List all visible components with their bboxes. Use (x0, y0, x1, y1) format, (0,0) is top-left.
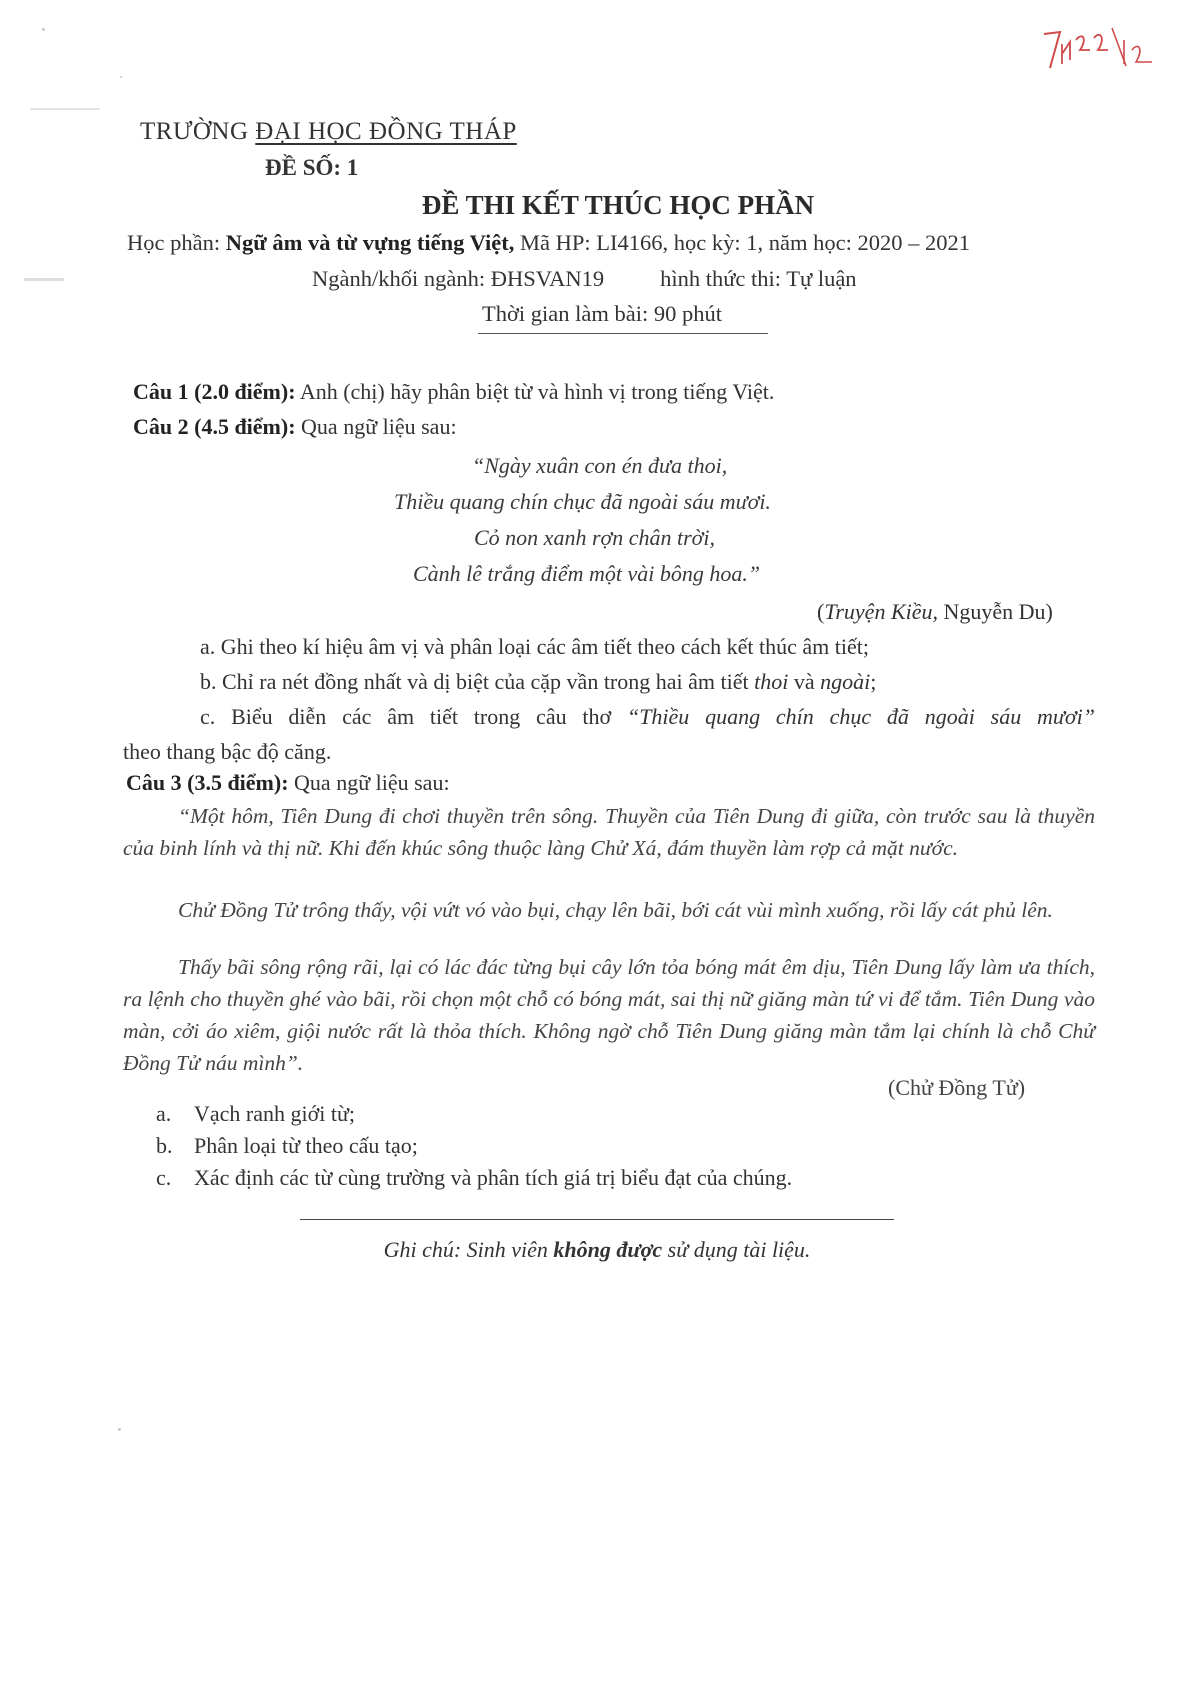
exam-title: ĐỀ THI KẾT THÚC HỌC PHẦN (421, 190, 815, 220)
story-source: (Chử Đồng Tử) (888, 1075, 1026, 1100)
question-2: Câu 2 (4.5 điểm): Qua ngữ liệu sau: (133, 414, 457, 439)
poem-line: Cành lê trắng điểm một vài bông hoa.” (413, 561, 761, 586)
scan-speck (118, 1428, 121, 1431)
question-3-task-a: a. Vạch ranh giới từ; (156, 1101, 356, 1126)
question-1: Câu 1 (2.0 điểm): Anh (chị) hãy phân biệt từ và hình vị trong tiếng Việt. (133, 379, 775, 404)
major-line: Ngành/khối ngành: ĐHSVAN19 hình thức thi: Tự luận (312, 266, 857, 291)
story-paragraph: Thấy bãi sông rộng rãi, lại có lác đác từng bụi cây lớn tỏa bóng mát êm dịu, Tiên Dung lấy làm ưa thích, ra lệnh cho thuyền ghé vào bãi, rồi chọn một chỗ có bóng mát, sai thị nữ giăng màn tứ vi để tắm. Tiên Dung vào màn, cởi áo xiêm, giội nước rất là thỏa thích. Không ngờ chỗ Tiên Dung giăng màn tắm lại chính là chỗ Chử Đồng Tử náu mình”. (123, 955, 1095, 1075)
scan-speck (120, 76, 122, 78)
handwritten-note (1040, 20, 1160, 85)
poem-line: Thiều quang chín chục đã ngoài sáu mươi. (394, 489, 771, 514)
poem-line: Cỏ non xanh rợn chân trời, (474, 525, 716, 550)
poem-source: (Truyện Kiều, Nguyễn Du) (817, 599, 1053, 624)
question-2-task-c: c. Biểu diễn các âm tiết trong câu thơ “Thiều quang chín chục đã ngoài sáu mươi” (200, 704, 1096, 729)
question-3: Câu 3 (3.5 điểm): Qua ngữ liệu sau: (126, 770, 450, 795)
question-3-task-c: c. Xác định các từ cùng trường và phân tích giá trị biểu đạt của chúng. (156, 1165, 793, 1190)
school-name: TRƯỜNG ĐẠI HỌC ĐỒNG THÁP (140, 118, 517, 145)
duration-underline (478, 333, 768, 334)
scan-speck (42, 28, 45, 31)
story-paragraph: “Một hôm, Tiên Dung đi chơi thuyền trên sông. Thuyền của Tiên Dung đi giữa, còn trước sau là thuyền của binh lính và thị nữ. Khi đến khúc sông thuộc làng Chử Xá, đám thuyền làm rợp cả mặt nước. (123, 804, 1095, 860)
poem-line: “Ngày xuân con én đưa thoi, (472, 453, 728, 478)
question-3-task-b: b. Phân loại từ theo cấu tạo; (156, 1133, 418, 1158)
exam-note: Ghi chú: Sinh viên không được sử dụng tài liệu. (383, 1237, 811, 1262)
scan-speck (24, 278, 64, 281)
exam-duration: Thời gian làm bài: 90 phút (482, 301, 722, 326)
question-2-task-a: a. Ghi theo kí hiệu âm vị và phân loại các âm tiết theo cách kết thúc âm tiết; (200, 634, 869, 659)
exam-number: ĐỀ SỐ: 1 (265, 155, 359, 180)
question-2-task-b: b. Chỉ ra nét đồng nhất và dị biệt của cặp vần trong hai âm tiết thoi và ngoài; (200, 669, 877, 694)
story-paragraph: Chử Đồng Tử trông thấy, vội vứt vó vào bụi, chạy lên bãi, bới cát vùi mình xuống, rồi lấy cát phủ lên. (178, 898, 1053, 922)
question-2-task-c-cont: theo thang bậc độ căng. (123, 739, 332, 764)
course-line: Học phần: Ngữ âm và từ vựng tiếng Việt, Mã HP: LI4166, học kỳ: 1, năm học: 2020 – 2021 (127, 230, 970, 255)
note-divider (300, 1219, 894, 1220)
scan-speck (30, 108, 100, 110)
